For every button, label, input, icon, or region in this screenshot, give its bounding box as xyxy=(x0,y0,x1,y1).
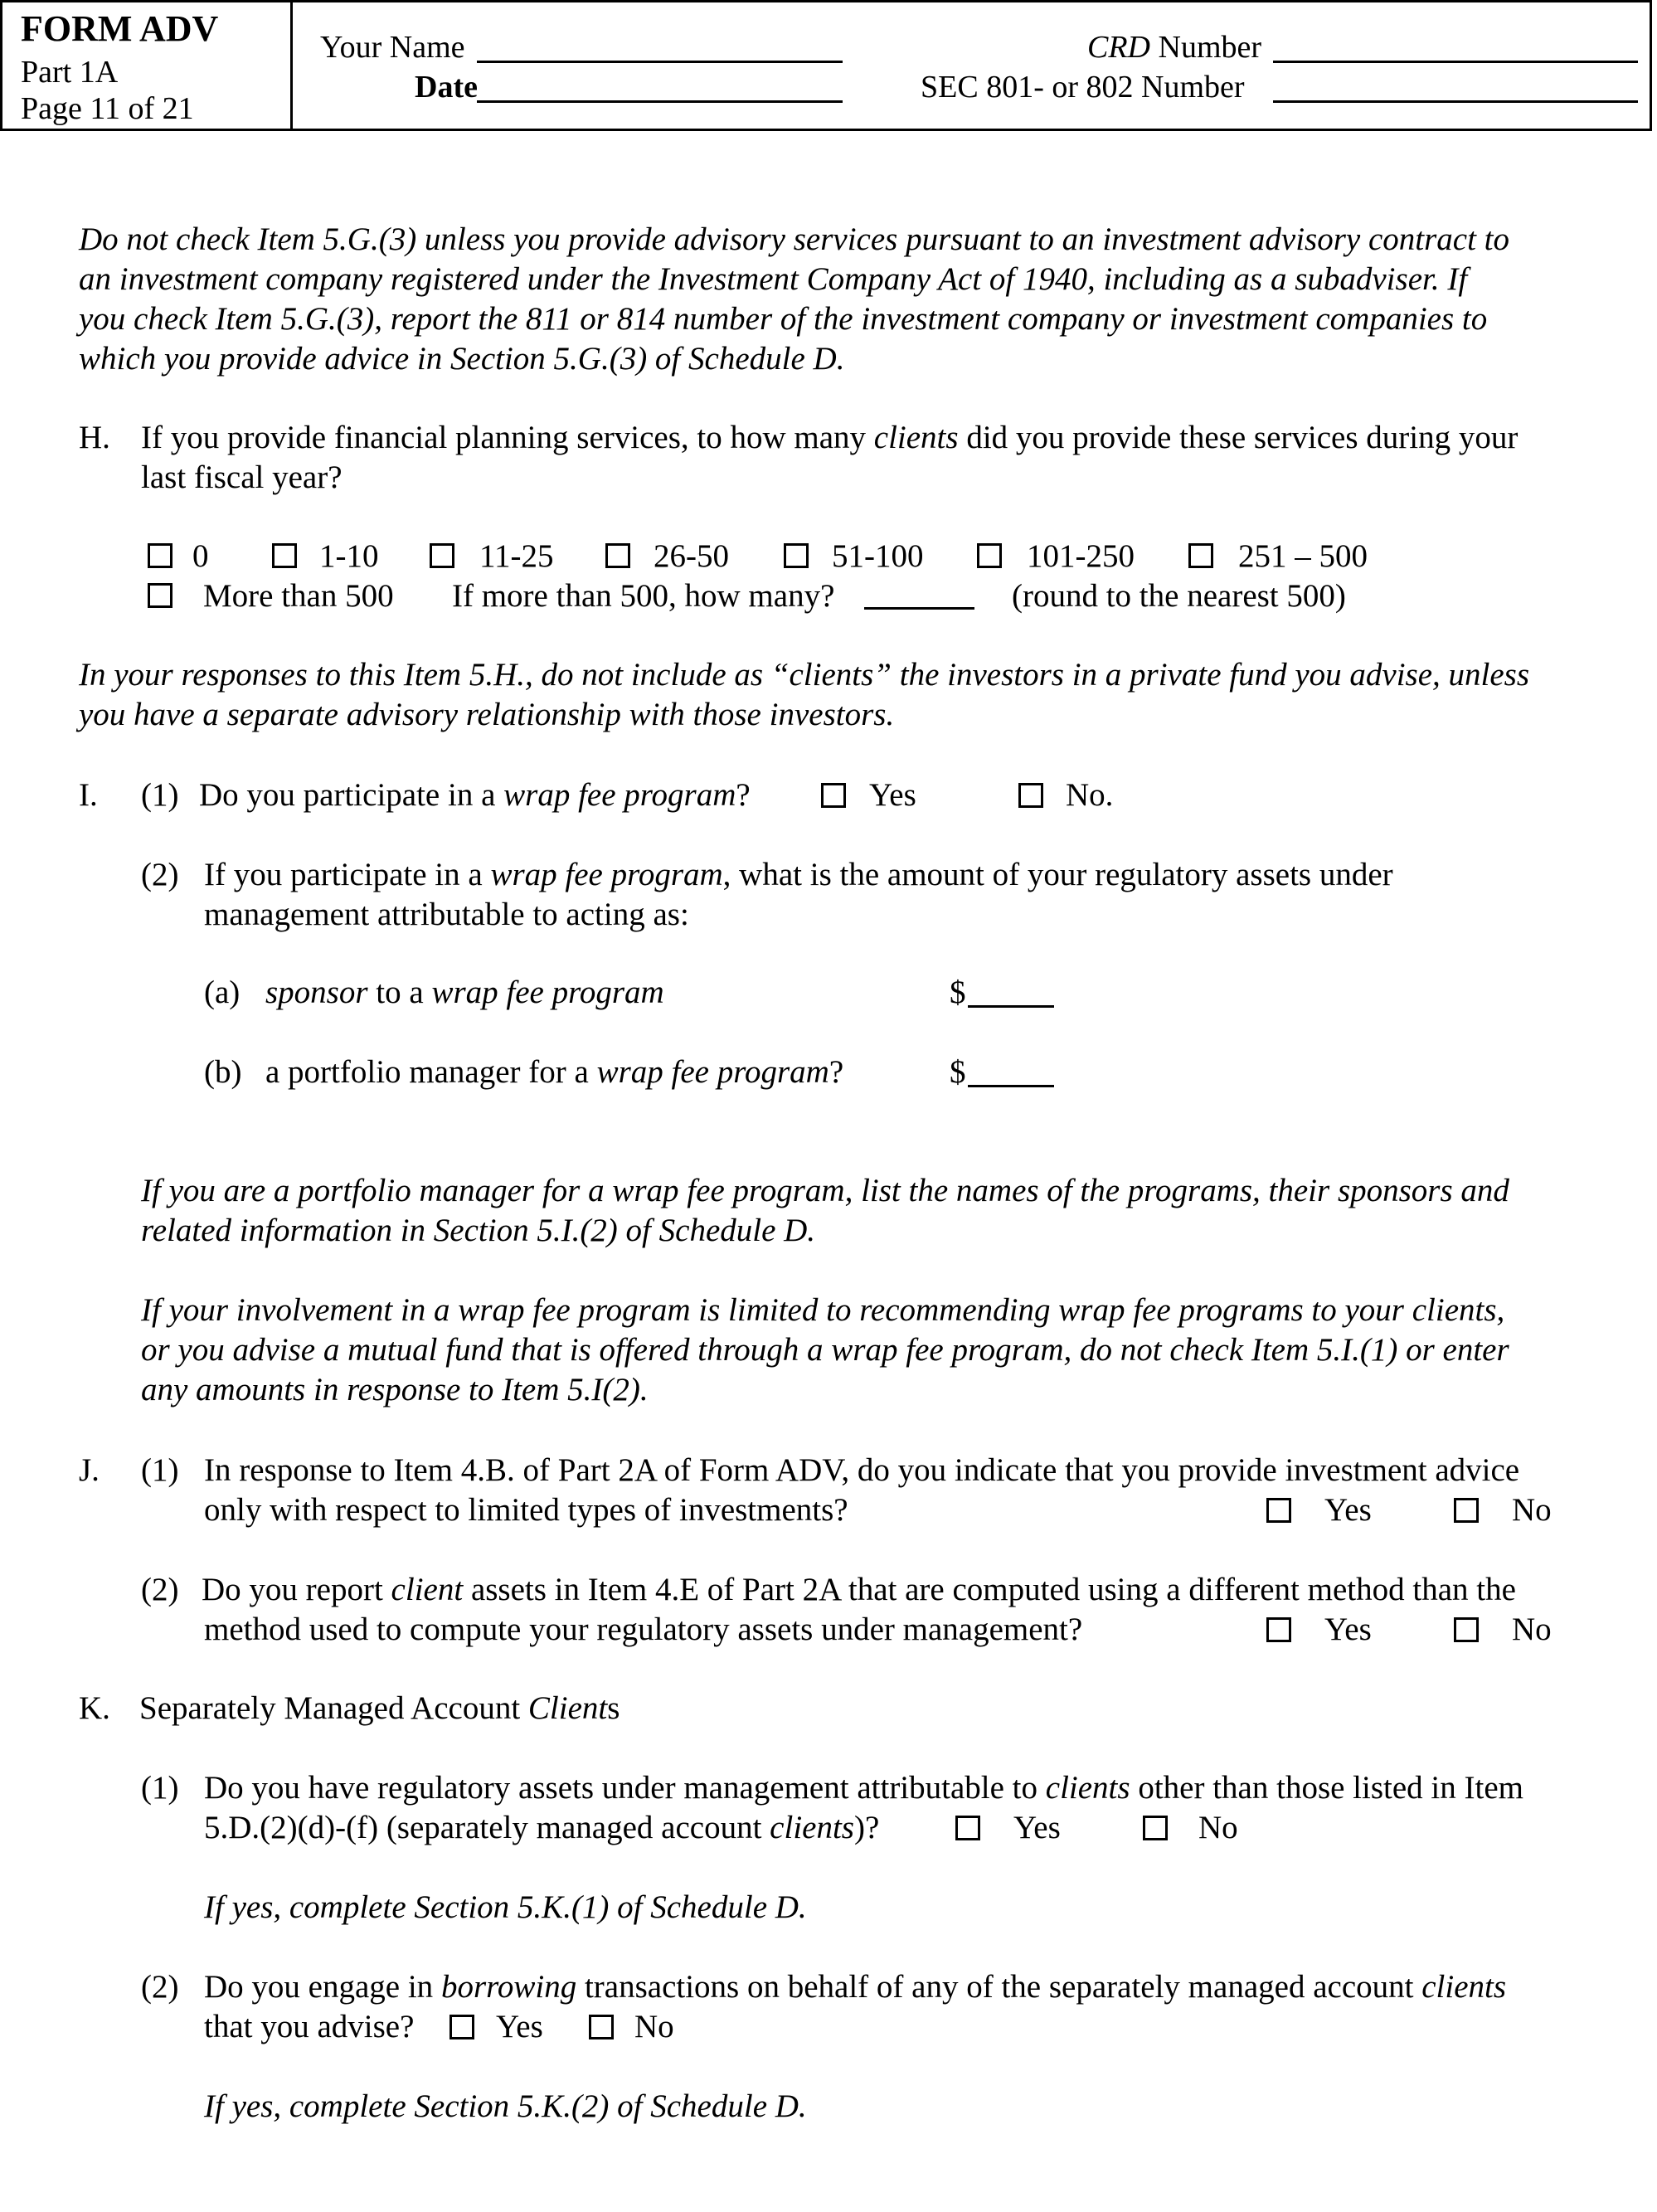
intro-note-line: an investment company registered under the Investment Company Act of 1940, including as a subadviser. If xyxy=(79,261,1468,297)
sec-number-label: SEC 801- or 802 Number xyxy=(921,70,1245,105)
item-j-letter: J. xyxy=(79,1452,100,1488)
item-i-note2-line: If your involvement in a wrap fee program is limited to recommending wrap fee programs to your clients, xyxy=(141,1292,1505,1328)
k2-yes-label: Yes xyxy=(496,2009,543,2044)
item-j1-number: (1) xyxy=(141,1452,179,1488)
h-round-note: (round to the nearest 500) xyxy=(1012,578,1346,614)
i2a-amount-field[interactable] xyxy=(968,1005,1054,1008)
intro-note-line: you check Item 5.G.(3), report the 811 or 814 number of the investment company or investment companies to xyxy=(79,301,1488,337)
h-option-101-250-checkbox[interactable] xyxy=(977,543,1002,568)
j1-no-label: No xyxy=(1512,1492,1552,1528)
intro-note-line: Do not check Item 5.G.(3) unless you provide advisory services pursuant to an investment advisory contract to xyxy=(79,221,1510,257)
k2-no-checkbox[interactable] xyxy=(589,2015,614,2039)
k1-yes-label: Yes xyxy=(1013,1810,1061,1845)
j1-no-checkbox[interactable] xyxy=(1454,1498,1479,1523)
item-i2a-number: (a) xyxy=(204,975,241,1010)
item-i1-number: (1) xyxy=(141,777,179,813)
item-i-note2-line: or you advise a mutual fund that is offered through a wrap fee program, do not check Item 5.I.(1) or enter xyxy=(141,1332,1509,1368)
item-h-note-line: you have a separate advisory relationship with those investors. xyxy=(79,697,895,732)
item-i-letter: I. xyxy=(79,777,98,813)
h-option-label: 11-25 xyxy=(479,538,554,574)
h-option-26-50-checkbox[interactable] xyxy=(605,543,630,568)
your-name-label: Your Name xyxy=(320,30,465,65)
i2b-amount-field[interactable] xyxy=(968,1085,1054,1087)
item-h-note-line: In your responses to this Item 5.H., do not include as “clients” the investors in a private fund you advise, unless xyxy=(79,657,1530,693)
item-k2-question: Do you engage in borrowing transactions on behalf of any of the separately managed account clients xyxy=(204,1969,1507,2005)
h-option-0-checkbox[interactable] xyxy=(148,543,173,568)
item-i1-question: Do you participate in a wrap fee program? xyxy=(199,777,751,813)
item-k1-question: Do you have regulatory assets under management attributable to clients other than those listed in Item xyxy=(204,1770,1523,1806)
h-option-11-25-checkbox[interactable] xyxy=(430,543,454,568)
form-part: Part 1A xyxy=(21,55,119,90)
sec-number-field[interactable] xyxy=(1273,100,1638,103)
item-i-note2-line: any amounts in response to Item 5.I(2). xyxy=(141,1372,649,1407)
i1-yes-label: Yes xyxy=(869,777,916,813)
i1-yes-checkbox[interactable] xyxy=(821,783,846,808)
item-i2-question-cont: management attributable to acting as: xyxy=(204,897,689,932)
form-header xyxy=(0,0,1652,131)
item-i-note1-line: related information in Section 5.I.(2) of Schedule D. xyxy=(141,1213,816,1248)
k1-yes-checkbox[interactable] xyxy=(955,1816,980,1840)
your-name-field[interactable] xyxy=(477,61,843,63)
h-option-1-10-checkbox[interactable] xyxy=(272,543,297,568)
date-field[interactable] xyxy=(477,100,843,103)
h-option-more-than-500-checkbox[interactable] xyxy=(148,583,173,608)
k2-no-label: No xyxy=(634,2009,674,2044)
page-number: Page 11 of 21 xyxy=(21,91,194,126)
item-i2-number: (2) xyxy=(141,857,179,892)
j2-no-label: No xyxy=(1512,1612,1552,1647)
intro-note-line: which you provide advice in Section 5.G.(3) of Schedule D. xyxy=(79,341,845,377)
h-how-many-label: If more than 500, how many? xyxy=(452,578,835,614)
item-k2-question-cont: that you advise? xyxy=(204,2009,415,2044)
j1-yes-label: Yes xyxy=(1324,1492,1372,1528)
item-h-letter: H. xyxy=(79,420,110,455)
item-k2-number: (2) xyxy=(141,1969,179,2005)
item-k1-question-cont: 5.D.(2)(d)-(f) (separately managed account clients)? xyxy=(204,1810,880,1845)
i2b-dollar-sign: $ xyxy=(950,1054,966,1090)
item-j1-question-cont: only with respect to limited types of investments? xyxy=(204,1492,848,1528)
h-option-label: 1-10 xyxy=(319,538,379,574)
item-i2a-label: sponsor to a wrap fee program xyxy=(265,975,664,1010)
item-k-letter: K. xyxy=(79,1690,110,1726)
form-id-block xyxy=(2,2,293,129)
item-h-question: If you provide financial planning services, to how many clients did you provide these services during your xyxy=(141,420,1519,455)
k1-no-checkbox[interactable] xyxy=(1143,1816,1168,1840)
form-title: FORM ADV xyxy=(21,8,219,49)
crd-number-label: CRD Number xyxy=(1087,30,1262,65)
h-option-251-500-checkbox[interactable] xyxy=(1188,543,1213,568)
j2-yes-checkbox[interactable] xyxy=(1266,1617,1291,1642)
item-k-title: Separately Managed Account Clients xyxy=(139,1690,620,1726)
j2-no-checkbox[interactable] xyxy=(1454,1617,1479,1642)
item-i-note1-line: If you are a portfolio manager for a wrap fee program, list the names of the programs, their sponsors and xyxy=(141,1173,1509,1208)
item-j2-question-cont: method used to compute your regulatory assets under management? xyxy=(204,1612,1083,1647)
j2-yes-label: Yes xyxy=(1324,1612,1372,1647)
h-option-label: 101-250 xyxy=(1027,538,1135,574)
item-k1-number: (1) xyxy=(141,1770,179,1806)
item-h-question-cont: last fiscal year? xyxy=(141,459,343,495)
h-option-label: 51-100 xyxy=(832,538,924,574)
crd-number-field[interactable] xyxy=(1273,61,1638,63)
h-more-than-500-label: More than 500 xyxy=(203,578,394,614)
h-option-51-100-checkbox[interactable] xyxy=(784,543,809,568)
h-option-label: 0 xyxy=(192,538,209,574)
h-option-label: 26-50 xyxy=(654,538,729,574)
j1-yes-checkbox[interactable] xyxy=(1266,1498,1291,1523)
item-i2b-number: (b) xyxy=(204,1054,242,1090)
h-option-label: 251 – 500 xyxy=(1238,538,1368,574)
item-i2b-label: a portfolio manager for a wrap fee program? xyxy=(265,1054,844,1090)
item-k1-note: If yes, complete Section 5.K.(1) of Schedule D. xyxy=(204,1889,807,1925)
i1-no-label: No. xyxy=(1066,777,1114,813)
i1-no-checkbox[interactable] xyxy=(1018,783,1043,808)
h-how-many-field[interactable] xyxy=(864,607,974,610)
item-j1-question: In response to Item 4.B. of Part 2A of Form ADV, do you indicate that you provide investment advice xyxy=(204,1452,1520,1488)
item-k2-note: If yes, complete Section 5.K.(2) of Schedule D. xyxy=(204,2088,807,2124)
item-j2-number: (2) xyxy=(141,1572,179,1607)
date-label: Date xyxy=(415,70,478,105)
k2-yes-checkbox[interactable] xyxy=(449,2015,474,2039)
k1-no-label: No xyxy=(1198,1810,1238,1845)
i2a-dollar-sign: $ xyxy=(950,975,966,1010)
item-i2-question: If you participate in a wrap fee program, what is the amount of your regulatory assets under xyxy=(204,857,1393,892)
item-j2-question: Do you report client assets in Item 4.E of Part 2A that are computed using a different method than the xyxy=(202,1572,1516,1607)
